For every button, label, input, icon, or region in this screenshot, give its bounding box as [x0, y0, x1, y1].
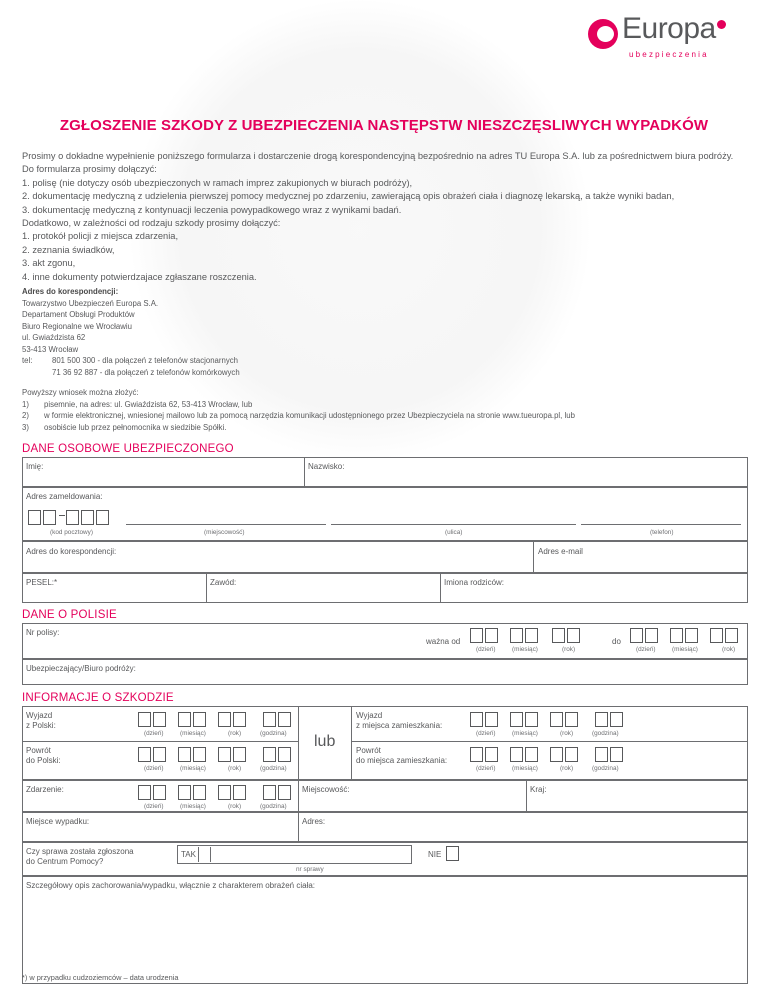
postcode-cell[interactable] [28, 510, 41, 525]
intro-line: Prosimy o dokładne wypełnienie poniższego formularza i dostarczenie drogą korespondencyjną bezpośrednio na adres TU Europa S.A. lub za pośrednictwem biura podróży. [22, 151, 734, 161]
date-cell[interactable] [670, 628, 683, 643]
departure-home-date-cell[interactable] [510, 712, 523, 727]
return-home-date-cell[interactable] [470, 747, 483, 762]
section-personal-heading: DANE OSOBOWE UBEZPIECZONEGO [22, 443, 234, 455]
day-caption: (dzień) [636, 646, 656, 653]
city-field[interactable] [126, 524, 326, 525]
description-field[interactable] [26, 893, 742, 971]
intro-line: 1. protokół policji z miejsca zdarzenia, [22, 231, 179, 242]
parents-field[interactable] [505, 586, 743, 600]
valid-from-label: ważna od [426, 637, 461, 646]
city-caption: (miejscowość) [204, 529, 245, 536]
return-pl-date-cell[interactable] [178, 747, 191, 762]
day-caption: (dzień) [476, 646, 496, 653]
hour-caption: (godzina) [260, 765, 287, 772]
assistance-question: Czy sprawa została zgłoszona [26, 847, 134, 856]
departure-home-hour-cell[interactable] [595, 712, 608, 727]
policy-number-field[interactable] [70, 628, 420, 654]
date-cell[interactable] [470, 628, 483, 643]
date-cell[interactable] [645, 628, 658, 643]
postcode-cell[interactable] [43, 510, 56, 525]
return-home-label: do miejsca zamieszkania: [356, 756, 448, 765]
phone-caption: (telefon) [650, 529, 674, 536]
return-home-hour-cell[interactable] [595, 747, 608, 762]
tel-landline: 801 500 300 - dla połączeń z telefonów stacjonarnych [52, 356, 238, 365]
divider [22, 741, 298, 742]
submission-ways [22, 387, 575, 433]
return-pl-label: Powrót [26, 746, 51, 755]
europa-logo [588, 14, 748, 60]
year-caption: (rok) [560, 730, 574, 737]
return-home-date-cell[interactable] [485, 747, 498, 762]
return-home-date-cell[interactable] [510, 747, 523, 762]
departure-home-date-cell[interactable] [485, 712, 498, 727]
ways-text: w formie elektronicznej, wniesionej mailowo lub za pomocą narzędzia komunikacji udostępnionego przez Ubezpieczyciela na stronie www.tueuropa.pl, lub [44, 411, 575, 420]
event-label: Zdarzenie: [26, 785, 64, 794]
return-pl-date-cell[interactable] [218, 747, 231, 762]
description-label: Szczegółowy opis zachorowania/wypadku, włącznie z charakterem obrażeń ciała: [26, 881, 316, 890]
logo-swirl-icon [588, 19, 618, 49]
policy-number-label: Nr polisy: [26, 628, 60, 637]
departure-pl-label: Wyjazd [26, 711, 53, 720]
departure-home-date-cell[interactable] [470, 712, 483, 727]
hour-caption: (godzina) [592, 730, 619, 737]
departure-home-date-cell[interactable] [565, 712, 578, 727]
travel-dates-box [22, 706, 748, 780]
postcode-caption: (kod pocztowy) [50, 529, 93, 536]
return-pl-date-cell[interactable] [138, 747, 151, 762]
departure-home-label: z miejsca zamieszkania: [356, 721, 443, 730]
departure-home-label: Wyjazd [356, 711, 383, 720]
or-label: lub [314, 733, 336, 750]
departure-pl-date-cell[interactable] [193, 712, 206, 727]
return-pl-date-cell[interactable] [193, 747, 206, 762]
accident-address-field[interactable] [330, 817, 740, 837]
postcode-cell[interactable] [81, 510, 94, 525]
departure-home-hour-cell[interactable] [610, 712, 623, 727]
date-cell[interactable] [725, 628, 738, 643]
departure-pl-date-cell[interactable] [218, 712, 231, 727]
street-caption: (ulica) [445, 529, 463, 536]
pesel-field[interactable] [60, 586, 200, 600]
policyholder-field[interactable] [140, 664, 740, 680]
case-number-caption: nr sprawy [296, 866, 324, 873]
first-name-label: Imię: [26, 462, 44, 471]
month-caption: (miesiąc) [180, 765, 206, 772]
intro-line: 3. dokumentację medyczną z kontynuacji leczenia powypadkowego wraz z wynikami badań. [22, 204, 402, 215]
return-home-label: Powrót [356, 746, 381, 755]
intro-line: 2. dokumentację medyczną z udzielenia pierwszej pomocy medycznej po zdarzeniu, zawierającą opis obrażeń ciała i diagnozę lekarską, a także wyniki badan, [22, 191, 675, 202]
month-caption: (miesiąc) [180, 803, 206, 810]
hour-caption: (godzina) [592, 765, 619, 772]
address-line: Departament Obsługi Produktów [22, 310, 135, 319]
policyholder-label: Ubezpieczający/Biuro podróży: [26, 664, 136, 673]
intro-line: 4. inne dokumenty potwierdzajace zgłaszane roszczenia. [22, 271, 257, 282]
accident-place-field[interactable] [110, 817, 294, 837]
month-caption: (miesiąc) [512, 730, 538, 737]
divider [304, 457, 305, 487]
section-policy-heading: DANE O POLISIE [22, 609, 117, 621]
footnote: *) w przypadku cudzoziemców – data urodzenia [22, 973, 179, 982]
hour-caption: (godzina) [260, 730, 287, 737]
return-pl-date-cell[interactable] [233, 747, 246, 762]
year-caption: (rok) [228, 803, 242, 810]
date-cell[interactable] [710, 628, 723, 643]
intro-line: 2. zeznania świadków, [22, 244, 115, 255]
intro-line: 3. akt zgonu, [22, 258, 76, 269]
date-cell[interactable] [630, 628, 643, 643]
day-caption: (dzień) [476, 765, 496, 772]
year-caption: (rok) [722, 646, 736, 653]
date-cell[interactable] [552, 628, 565, 643]
logo-dot-icon [717, 20, 726, 29]
town-field[interactable] [360, 785, 520, 807]
return-home-date-cell[interactable] [565, 747, 578, 762]
accident-address-label: Adres: [302, 817, 326, 826]
registered-address-label: Adres zameldowania: [26, 492, 103, 501]
postcode-dash [59, 515, 65, 516]
intro-line: Dodatkowo, w zależności od rodzaju szkody prosimy dołączyć: [22, 218, 281, 229]
day-caption: (dzień) [144, 765, 164, 772]
postcode-cell[interactable] [66, 510, 79, 525]
divider [526, 780, 527, 812]
intro-line: Do formularza prosimy dołączyć: [22, 164, 157, 175]
case-number-field[interactable] [215, 847, 407, 862]
postcode-cell[interactable] [96, 510, 109, 525]
address-line: ul. Gwiaździsta 62 [22, 333, 86, 342]
yes-label: TAK [181, 850, 196, 859]
phone-field[interactable] [581, 524, 741, 525]
return-home-date-cell[interactable] [525, 747, 538, 762]
last-name-field[interactable] [350, 470, 740, 484]
month-caption: (miesiąc) [512, 646, 538, 653]
day-caption: (dzień) [144, 803, 164, 810]
ways-intro: Powyższy wniosek można złożyć: [22, 388, 139, 397]
departure-pl-date-cell[interactable] [233, 712, 246, 727]
intro-line: 1. polisę (nie dotyczy osób ubezpieczonych w ramach imprez zakupionych w biurach podróży), [22, 177, 413, 188]
date-cell[interactable] [510, 628, 523, 643]
day-caption: (dzień) [476, 730, 496, 737]
valid-to-label: do [612, 637, 621, 646]
divider [298, 812, 299, 842]
month-caption: (miesiąc) [512, 765, 538, 772]
no-checkbox[interactable] [446, 846, 459, 861]
year-caption: (rok) [228, 730, 242, 737]
year-caption: (rok) [560, 765, 574, 772]
year-caption: (rok) [228, 765, 242, 772]
tel-mobile: 71 36 92 887 - dla połączeń z telefonów komórkowych [52, 367, 240, 377]
address-line: Towarzystwo Ubezpieczeń Europa S.A. [22, 298, 159, 308]
no-label: NIE [428, 850, 442, 859]
first-name-field[interactable] [60, 470, 300, 484]
address-line: 53-413 Wrocław [22, 344, 79, 354]
departure-pl-date-cell[interactable] [153, 712, 166, 727]
departure-home-date-cell[interactable] [550, 712, 563, 727]
ways-text: osobiście lub przez pełnomocnika w siedzibie Spółki. [44, 422, 227, 432]
date-cell[interactable] [485, 628, 498, 643]
correspondence-address [22, 286, 240, 378]
return-home-date-cell[interactable] [550, 747, 563, 762]
yes-checkbox[interactable] [198, 847, 211, 862]
year-caption: (rok) [562, 646, 576, 653]
logo-name: Europa [622, 12, 716, 45]
intro-text [22, 150, 748, 284]
ways-num: 3) [22, 422, 29, 432]
logo-subtitle: ubezpieczenia [629, 50, 709, 59]
departure-home-date-cell[interactable] [525, 712, 538, 727]
ways-text: pisemnie, na adres: ul. Gwiaździsta 62, 53-413 Wrocław, lub [44, 399, 253, 409]
date-cell[interactable] [685, 628, 698, 643]
month-caption: (miesiąc) [672, 646, 698, 653]
departure-pl-date-cell[interactable] [178, 712, 191, 727]
country-label: Kraj: [530, 785, 547, 794]
assistance-question: do Centrum Pomocy? [26, 857, 104, 866]
email-field[interactable] [538, 558, 743, 570]
date-cell[interactable] [525, 628, 538, 643]
parents-label: Imiona rodziców: [444, 578, 505, 587]
day-caption: (dzień) [144, 730, 164, 737]
departure-pl-date-cell[interactable] [138, 712, 151, 727]
departure-pl-hour-cell[interactable] [263, 712, 276, 727]
occupation-field[interactable] [240, 586, 435, 600]
section-claim-heading: INFORMACJE O SZKODZIE [22, 692, 174, 704]
return-pl-hour-cell[interactable] [263, 747, 276, 762]
return-pl-hour-cell[interactable] [278, 747, 291, 762]
tel-label: tel: [22, 356, 33, 365]
town-label: Miejscowość: [302, 785, 350, 794]
hour-caption: (godzina) [260, 803, 287, 810]
last-name-label: Nazwisko: [308, 462, 345, 471]
return-pl-label: do Polski: [26, 756, 61, 765]
divider [206, 573, 207, 603]
divider [440, 573, 441, 603]
ways-num: 1) [22, 399, 29, 409]
departure-pl-label: z Polski: [26, 721, 56, 730]
registered-address-box [22, 487, 748, 541]
correspondence-label: Adres do korespondencji: [26, 547, 117, 556]
accident-place-label: Miejsce wypadku: [26, 817, 90, 826]
divider [352, 741, 748, 742]
ways-num: 2) [22, 411, 29, 420]
email-label: Adres e-mail [538, 547, 583, 556]
street-field[interactable] [331, 524, 576, 525]
pesel-label: PESEL:* [26, 578, 58, 587]
departure-pl-hour-cell[interactable] [278, 712, 291, 727]
form-title: ZGŁOSZENIE SZKODY Z UBEZPIECZENIA NASTĘPSTW NIESZCZĘSLIWYCH WYPADKÓW [59, 117, 709, 134]
country-field[interactable] [550, 785, 740, 807]
address-heading: Adres do korespondencji: [22, 287, 119, 296]
month-caption: (miesiąc) [180, 730, 206, 737]
return-pl-date-cell[interactable] [153, 747, 166, 762]
divider [298, 780, 299, 812]
correspondence-field[interactable] [130, 556, 525, 570]
occupation-label: Zawód: [210, 578, 237, 587]
divider [533, 541, 534, 573]
address-line: Biuro Regionalne we Wrocławiu [22, 321, 132, 331]
return-home-hour-cell[interactable] [610, 747, 623, 762]
date-cell[interactable] [567, 628, 580, 643]
